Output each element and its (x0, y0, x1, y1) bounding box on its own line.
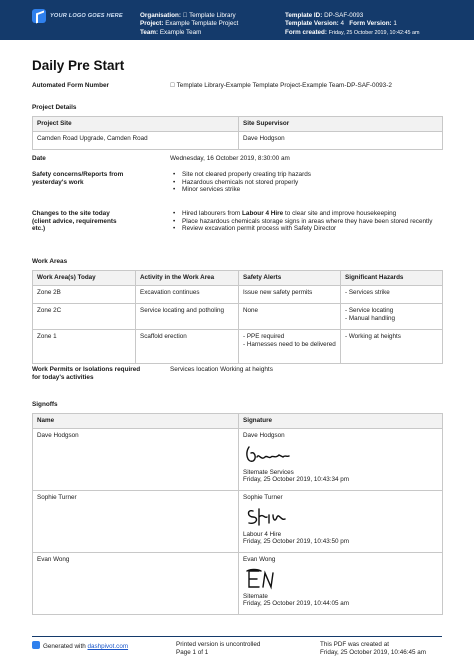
printed-uncontrolled: Printed version is uncontrolled (176, 641, 261, 648)
generated-with (32, 641, 128, 651)
project-site-header: Project Site (33, 117, 239, 132)
page-title: Daily Pre Start (32, 58, 125, 73)
project-details-heading: Project Details (32, 104, 77, 111)
automated-form-number-row (32, 82, 442, 100)
company-logo (32, 9, 123, 23)
logo-text: YOUR LOGO GOES HERE (50, 13, 123, 19)
hazards-cell: - Service locating - Manual handling (341, 303, 443, 329)
header-org-info (140, 12, 238, 37)
form-created-label: Form created: (285, 28, 327, 36)
table-header-row (33, 414, 443, 429)
signature-image (243, 443, 303, 467)
site-supervisor-header: Site Supervisor (239, 117, 443, 132)
hazards-cell: - Services strike (341, 285, 443, 303)
template-id-label: Template ID: (285, 12, 323, 19)
template-version-label: Template Version: (285, 20, 339, 28)
signoffs-heading: Signoffs (32, 401, 58, 408)
signer-name: Dave Hodgson (243, 431, 285, 439)
alerts-cell: None (239, 303, 341, 329)
table-row (33, 428, 443, 490)
column-header: Activity in the Work Area (136, 271, 239, 286)
project-value: Example Template Project (165, 20, 239, 28)
table-row (33, 552, 443, 614)
template-version-value: 4 (340, 20, 345, 28)
activity-cell: Excavation continues (136, 285, 239, 303)
signoffs-table (32, 413, 443, 615)
form-version-label: Form Version: (349, 20, 392, 28)
form-created-value: Friday, 25 October 2019, 10:42:45 am (328, 29, 420, 36)
safety-concerns-list (170, 171, 442, 194)
work-permits-value: Services location Working at heights (170, 366, 273, 373)
work-areas-heading: Work Areas (32, 258, 68, 265)
list-item (170, 210, 442, 218)
table-row (33, 329, 443, 363)
signer-name: Evan Wong (243, 555, 276, 563)
list-item: • Place hazardous chemicals storage signs in areas where they have been stored recently (170, 218, 442, 226)
dashpivot-icon (32, 641, 40, 649)
signoff-name: Dave Hodgson (33, 428, 239, 490)
organisation-label: Organisation: (140, 12, 181, 19)
generated-prefix: Generated with (43, 643, 88, 650)
pdf-created-label: This PDF was created at (320, 641, 389, 648)
hazards-cell: - Working at heights (341, 329, 443, 363)
pdf-created-notice (320, 641, 426, 657)
dashpivot-link[interactable]: dashpivot.com (87, 643, 129, 650)
signature-image (243, 505, 303, 529)
work-area-cell: Zone 2B (33, 285, 136, 303)
list-item: • Review excavation permit process with Safety Director (170, 225, 442, 233)
team-value: Example Team (159, 28, 202, 36)
date-value: Wednesday, 16 October 2019, 8:30:00 am (170, 155, 290, 162)
column-header: Significant Hazards (341, 271, 443, 286)
project-site-value: Camden Road Upgrade, Camden Road (33, 131, 239, 149)
signer-name: Sophie Turner (243, 493, 283, 501)
list-item: • Hazardous chemicals not stored properly (170, 179, 442, 187)
signature-cell (239, 428, 443, 490)
signature-cell (239, 552, 443, 614)
signature-cell (239, 490, 443, 552)
column-header: Safety Alerts (239, 271, 341, 286)
project-label: Project: (140, 20, 164, 28)
column-header: Work Area(s) Today (33, 271, 136, 286)
work-areas-table (32, 270, 443, 364)
signoff-name: Evan Wong (33, 552, 239, 614)
form-version-value: 1 (393, 20, 397, 28)
site-changes-list (170, 210, 442, 233)
pdf-created-timestamp: Friday, 25 October 2019, 10:46:45 am (320, 649, 426, 656)
table-header-row (33, 271, 443, 286)
project-details-table (32, 116, 443, 150)
table-row (33, 303, 443, 329)
signoff-timestamp: Friday, 25 October 2019, 10:43:34 pm (243, 476, 349, 484)
table-row (33, 285, 443, 303)
list-item: • Site not cleared properly creating trip hazards (170, 171, 442, 179)
activity-cell: Scaffold erection (136, 329, 239, 363)
site-supervisor-value: Dave Hodgson (239, 131, 443, 149)
alerts-cell: Issue new safety permits (239, 285, 341, 303)
work-permits-label: Work Permits or Isolations required for today's activities (32, 366, 141, 381)
date-label: Date (32, 155, 46, 162)
change-text: to clear site and improve housekeeping (283, 210, 397, 217)
signoff-name: Sophie Turner (33, 490, 239, 552)
page-number: Page 1 of 1 (176, 649, 209, 656)
column-header: Signature (239, 414, 443, 429)
automated-form-number-label: Automated Form Number (32, 82, 110, 89)
alerts-cell: - PPE required - Harnesses need to be delivered (239, 329, 341, 363)
signoff-timestamp: Friday, 25 October 2019, 10:43:50 pm (243, 538, 349, 546)
safety-concerns-label: Safety concerns/Reports from yesterday's work (32, 171, 124, 186)
list-item: • Minor services strike (170, 186, 442, 194)
column-header: Name (33, 414, 239, 429)
team-label: Team: (140, 28, 159, 36)
signature-image (243, 567, 303, 591)
signer-company: Sitemate (243, 592, 268, 600)
site-changes-label: Changes to the site today (client advice, requirements etc.) (32, 210, 117, 233)
company-name: Labour 4 Hire (242, 210, 284, 217)
work-area-cell: Zone 1 (33, 329, 136, 363)
change-text: Hired labourers from (182, 210, 243, 217)
work-area-cell: Zone 2C (33, 303, 136, 329)
organisation-value: Template Library (182, 12, 230, 19)
logo-icon (32, 9, 46, 23)
automated-form-number-value: Template Library-Example Template Project-Example Team-DP-SAF-0093-2 (170, 82, 386, 89)
table-row (33, 490, 443, 552)
printed-notice (176, 641, 260, 657)
activity-cell: Service locating and potholing (136, 303, 239, 329)
template-id-value: DP-SAF-0093 (324, 12, 364, 19)
document-header (0, 0, 474, 40)
signoff-timestamp: Friday, 25 October 2019, 10:44:05 am (243, 600, 349, 608)
signer-company: Sitemate Services (243, 468, 294, 476)
signer-company: Labour 4 Hire (243, 530, 282, 538)
document-footer (32, 636, 442, 656)
header-template-info (285, 12, 419, 37)
